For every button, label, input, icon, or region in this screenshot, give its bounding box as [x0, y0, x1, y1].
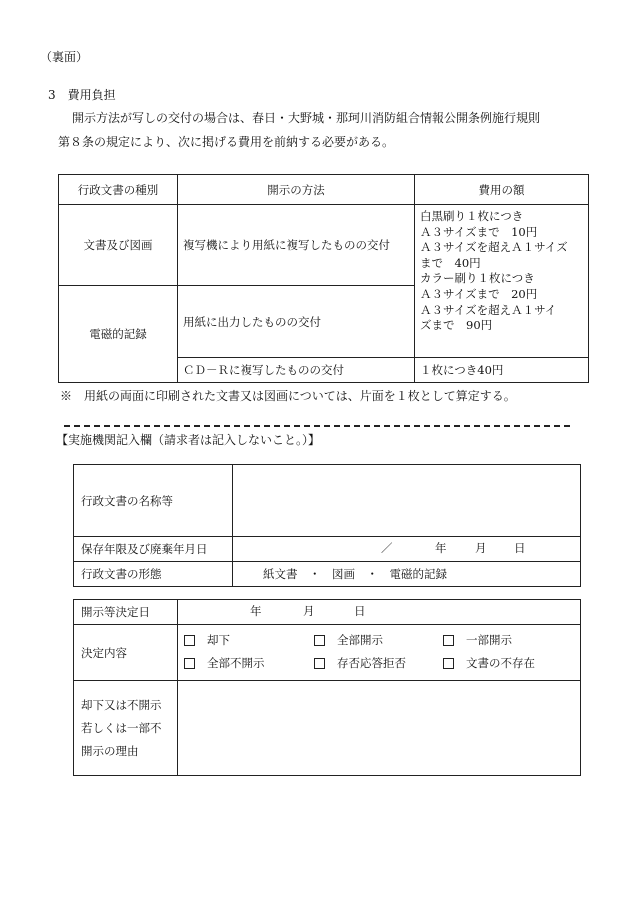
cdr-fee: １枚につき40円 — [415, 358, 589, 383]
reason-label-line: 開示の理由 — [81, 743, 139, 758]
form-options[interactable]: 紙文書 ・ 図画 ・ 電磁的記録 — [233, 562, 581, 587]
row-method-cdr: ＣＤ－Ｒに複写したものの交付 — [178, 358, 415, 383]
decision-day: 日 — [354, 604, 366, 618]
retention-field[interactable] — [233, 537, 581, 562]
doc-name-label: 行政文書の名称等 — [74, 465, 233, 537]
retention-label: 保存年限及び廃棄年月日 — [74, 537, 233, 562]
row-doc-type-electronic: 電磁的記録 — [59, 286, 178, 383]
checkbox-icon — [314, 635, 325, 646]
fee-line: カラー刷り１枚につき — [420, 271, 535, 286]
checkbox-icon — [443, 658, 454, 669]
retention-day: 日 — [514, 541, 526, 555]
row-method-copy: 複写機により用紙に複写したものの交付 — [178, 205, 415, 286]
decision-options — [178, 625, 581, 681]
reason-label — [74, 681, 178, 776]
option-document-nonexistent[interactable]: 文書の不存在 — [443, 658, 535, 670]
header-doc-type: 行政文書の種別 — [59, 175, 178, 205]
option-full-disclosure[interactable]: 全部開示 — [314, 635, 383, 647]
decision-content-label: 決定内容 — [74, 625, 178, 681]
reason-field[interactable] — [178, 681, 581, 776]
fee-line: まで 40円 — [420, 255, 481, 270]
checkbox-icon — [314, 658, 325, 669]
checkbox-icon — [184, 635, 195, 646]
option-refusal-existence[interactable]: 存否応答拒否 — [314, 658, 406, 670]
checkbox-icon — [184, 658, 195, 669]
option-partial-disclosure[interactable]: 一部開示 — [443, 635, 512, 647]
section-text-line2: 第８条の規定により、次に掲げる費用を前納する必要がある。 — [58, 135, 395, 149]
form-label: 行政文書の形態 — [74, 562, 233, 587]
checkbox-icon — [443, 635, 454, 646]
decision-month: 月 — [303, 604, 315, 618]
fee-table — [58, 174, 589, 383]
decision-date-field[interactable] — [178, 600, 581, 625]
retention-slash: ／ — [381, 541, 393, 555]
section-text-line1: 開示方法が写しの交付の場合は、春日・大野城・那珂川消防組合情報公開条例施行規則 — [72, 111, 541, 125]
header-fee: 費用の額 — [415, 175, 589, 205]
note: ※ 用紙の両面に印刷された文書又は図画については、片面を１枚として算定する。 — [60, 389, 516, 403]
page-label: （裏面） — [40, 50, 89, 64]
cut-line — [64, 425, 570, 427]
fee-line: Ａ３サイズまで 10円 — [420, 224, 538, 239]
reason-label-line: 却下又は不開示 — [81, 697, 162, 712]
fee-line: Ａ３サイズを超えＡ１サイズ — [420, 240, 568, 255]
decision-table — [73, 599, 581, 776]
reason-label-line: 若しくは一部不 — [81, 720, 162, 735]
document-info-table — [73, 464, 581, 587]
option-full-nondisclosure[interactable]: 全部不開示 — [184, 658, 265, 670]
section-heading: 3 費用負担 — [48, 88, 116, 102]
header-method: 開示の方法 — [178, 175, 415, 205]
retention-month: 月 — [475, 541, 487, 555]
fee-line: Ａ３サイズを超えＡ１サイ — [420, 302, 557, 317]
fee-line: Ａ３サイズまで 20円 — [420, 286, 538, 301]
fee-line: 白黒刷り１枚につき — [420, 209, 524, 223]
decision-date-label: 開示等決定日 — [74, 600, 178, 625]
row-method-print: 用紙に出力したものの交付 — [178, 286, 415, 358]
option-dismissal[interactable]: 却下 — [184, 635, 230, 647]
fee-line: ズまで 90円 — [420, 318, 493, 333]
office-section-title: 【実施機関記入欄（請求者は記入しないこと。）】 — [56, 433, 321, 447]
fee-amount-cell — [415, 205, 589, 358]
doc-name-field[interactable] — [233, 465, 581, 537]
row-doc-type-documents: 文書及び図画 — [59, 205, 178, 286]
decision-year: 年 — [250, 604, 262, 618]
retention-year: 年 — [435, 541, 447, 555]
